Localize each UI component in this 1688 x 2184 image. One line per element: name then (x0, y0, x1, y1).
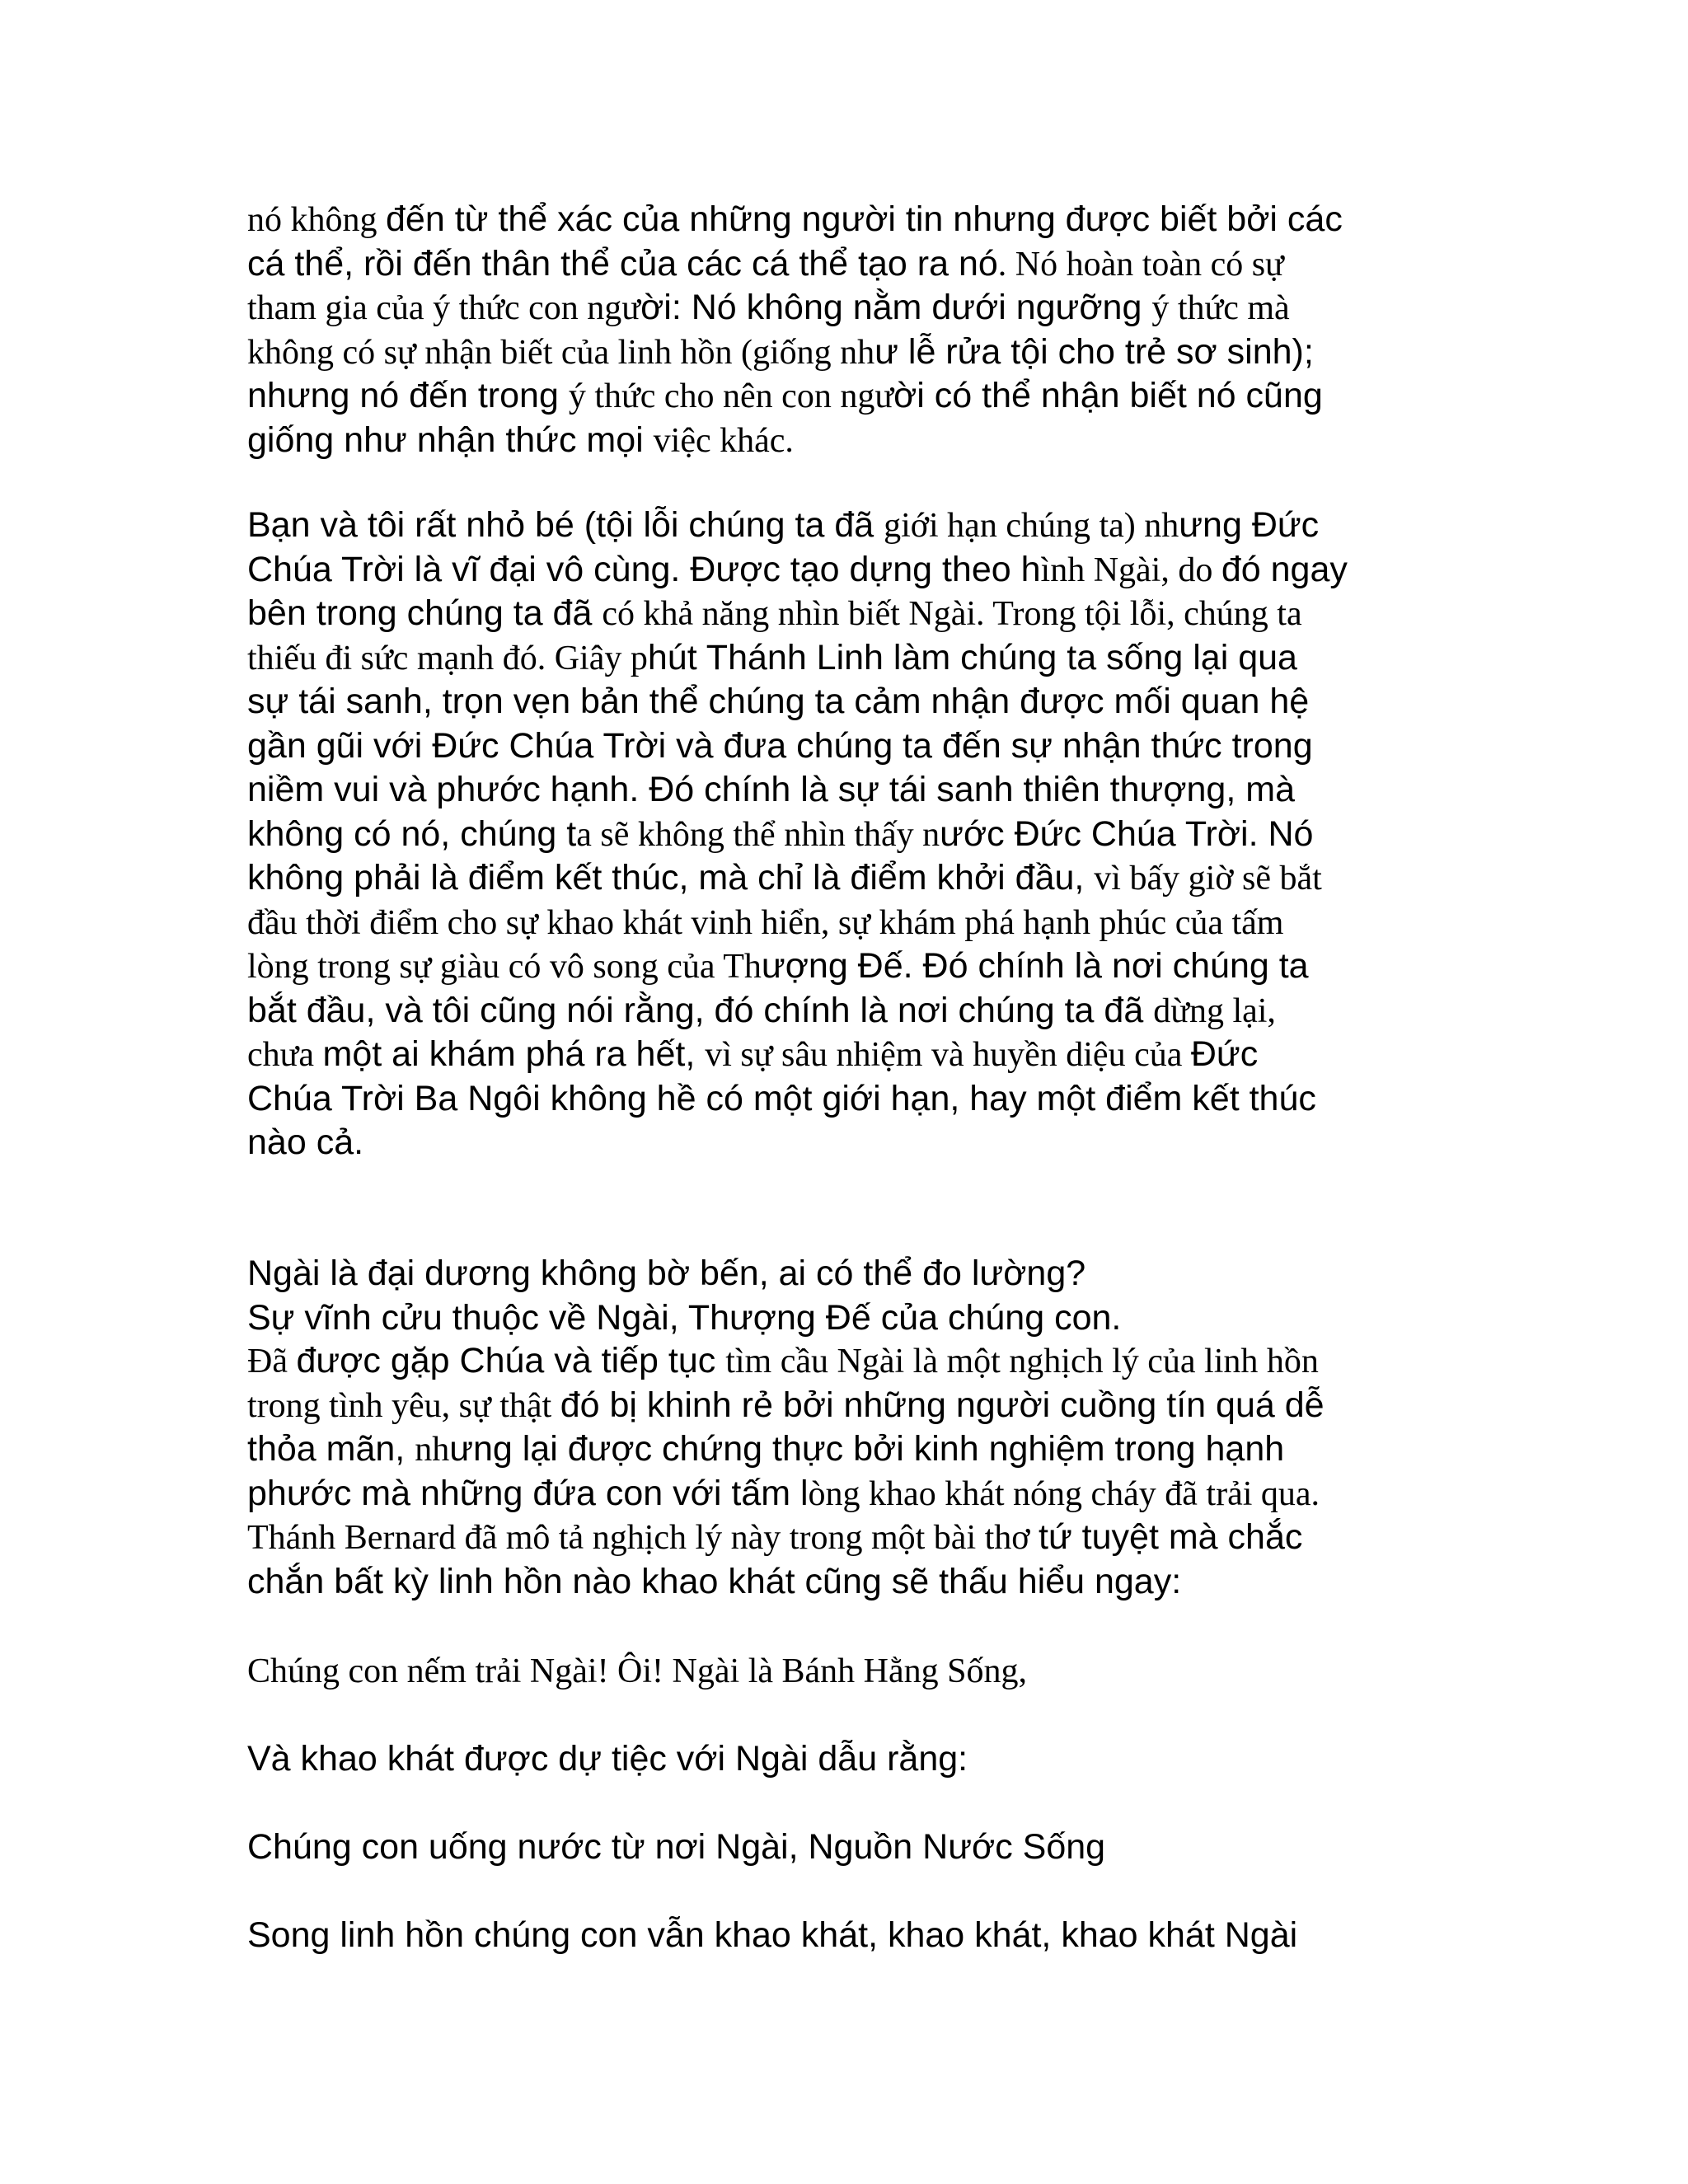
text-run: giới hạn chúng ta) nh (884, 507, 1179, 545)
text-line (247, 1516, 1442, 1560)
text-run: đó ngay (1221, 549, 1348, 589)
text-line (247, 548, 1442, 593)
text-run: ời có thể nhận biết nó cũng (893, 376, 1323, 415)
text-run: a sẽ không thể nhìn thấy n (576, 815, 940, 854)
text-run: niềm vui và phước hạnh. Đó chính là sự tái sanh thiên thượng, mà (247, 770, 1295, 809)
text-run: nó không (247, 201, 386, 239)
text-run: Chúng con uống nước từ nơi Ngài, Nguồn Nước Sống (247, 1827, 1106, 1867)
text-run: . Nó hoàn toàn có sự (997, 245, 1284, 284)
text-line (247, 1825, 1442, 1870)
paragraph-4 (247, 1339, 1442, 1604)
text-line (247, 856, 1442, 901)
text-run: việc khác. (653, 421, 794, 460)
text-run: Chúng con nếm trải Ngài! Ôi! Ngài là Bánh Hằng Sống, (247, 1652, 1027, 1690)
paragraph-3-verse (247, 1252, 1442, 1340)
text-line (247, 1033, 1442, 1077)
text-line (247, 813, 1442, 857)
text-run: ưng Đức (1179, 505, 1320, 545)
text-run: ý thức cho nên con ngư (568, 377, 894, 415)
text-run: Chúa Trời Ba Ngôi không hề có một giới hạn, hay một điểm kết thúc (247, 1078, 1316, 1118)
text-run: được gặp Chúa và tiếp tục (296, 1341, 726, 1380)
poem-line-3 (247, 1825, 1442, 1870)
text-line (247, 680, 1442, 724)
text-run: đó bị khinh rẻ bởi những người cuồng tín quá dễ (560, 1385, 1325, 1425)
text-line (247, 1472, 1442, 1516)
text-line (247, 592, 1442, 636)
text-run: giống như nhận thức mọi (247, 419, 654, 460)
text-run: Bạn và tôi rất nhỏ bé (tội lỗi chúng ta đã (247, 505, 884, 545)
text-run: chắn bất kỳ linh hồn nào khao khát cũng sẽ thấu hiểu ngay: (247, 1561, 1182, 1601)
text-line (247, 724, 1442, 769)
text-run: tham gia của ý thức con ngư (247, 289, 641, 327)
text-run: òng khao khát nóng cháy đã trải qua. (808, 1474, 1320, 1513)
text-run: ượng Đế. Đó chính là nơi chúng ta (761, 946, 1309, 986)
paragraph-2 (247, 504, 1442, 1165)
text-run: có khả năng nhìn biết Ngài. Trong tội lỗi, chúng ta (602, 595, 1302, 633)
text-line (247, 1296, 1442, 1341)
text-line (247, 198, 1442, 242)
text-run: trong tình yêu, sự thật (247, 1386, 560, 1425)
text-run: dừng lại, (1153, 991, 1276, 1030)
poem-line-1 (247, 1649, 1442, 1694)
text-run: Thánh Bernard đã mô tả nghịch lý này trong một bài thơ (247, 1519, 1039, 1557)
text-run: không có sự nhận biết của linh hồn (giống nh (247, 333, 875, 372)
text-run: tứ tuyệt mà chắc (1039, 1517, 1303, 1557)
text-run: Song linh hồn chúng con vẫn khao khát, khao khát, khao khát Ngài (247, 1915, 1298, 1955)
text-run: Đã (247, 1343, 297, 1380)
text-line (247, 286, 1442, 330)
text-run: một ai khám phá ra hết, (322, 1034, 706, 1074)
text-run: đến từ thể xác của những người tin nhưng được biết bởi các (386, 199, 1343, 239)
text-run: đầu thời điểm cho sự khao khát vinh hiển, sự khám phá hạnh phúc của tấm (247, 903, 1284, 942)
text-run: tìm cầu Ngài là một nghịch lý của linh hồn (725, 1343, 1319, 1380)
text-run: Ngài là đại dương không bờ bến, ai có thể đo lường? (247, 1254, 1086, 1293)
text-run: Đức (1190, 1034, 1259, 1074)
text-line (247, 1560, 1442, 1605)
text-run: vì bấy giờ sẽ bắt (1094, 860, 1322, 898)
text-run: ưng lại được chứng thực bởi kinh nghiệm trong hạnh (449, 1429, 1285, 1469)
text-run: chưa (247, 1036, 323, 1074)
text-run: thỏa mãn, (247, 1429, 415, 1469)
text-line (247, 1649, 1442, 1694)
text-line (247, 1077, 1442, 1122)
text-run: Sự vĩnh cửu thuộc về Ngài, Thượng Đế của chúng con. (247, 1297, 1122, 1338)
text-line (247, 1121, 1442, 1165)
text-line (247, 901, 1442, 945)
text-line (247, 1427, 1442, 1472)
text-run: Và khao khát được dự tiệc với Ngài dẫu rằng: (247, 1739, 968, 1779)
text-run: ời: Nó không nằm dưới ngưỡng (640, 288, 1152, 327)
text-line (247, 504, 1442, 548)
text-line (247, 636, 1442, 681)
text-line (247, 374, 1442, 419)
text-run: gần gũi với Đức Chúa Trời và đưa chúng ta đến sự nhận thức trong (247, 725, 1313, 766)
text-line (247, 1737, 1442, 1782)
text-line (247, 989, 1442, 1033)
text-line (247, 242, 1442, 287)
poem-line-2 (247, 1737, 1442, 1782)
text-line (247, 1384, 1442, 1428)
text-run: không có nó, chúng t (247, 813, 577, 854)
text-run: hút Thánh Linh làm chúng ta sống lại qua (647, 637, 1297, 677)
text-line (247, 1252, 1442, 1296)
text-line (247, 944, 1442, 989)
text-run: ư lễ rửa tội cho trẻ sơ sinh); (874, 331, 1314, 372)
text-run: Chúa Trời là vĩ đại vô cùng. Được tạo dựng theo h (247, 549, 1041, 589)
text-line (247, 330, 1442, 375)
text-line (247, 768, 1442, 813)
text-run: nh (415, 1431, 450, 1469)
paragraph-1 (247, 198, 1442, 462)
text-line (247, 1339, 1442, 1384)
text-run: phước mà những đứa con với tấm l (247, 1473, 809, 1513)
text-run: ý thức mà (1151, 289, 1290, 327)
text-run: không phải là điểm kết thúc, mà chỉ là điểm khởi đầu, (247, 858, 1095, 898)
text-run: cá thể, rồi đến thân thể của các cá thể tạo ra nó (247, 243, 998, 284)
text-line (247, 419, 1442, 463)
text-run: ước Đức Chúa Trời. Nó (940, 813, 1314, 854)
text-run: ình Ngài, do (1040, 551, 1221, 589)
text-run: vì sự sâu nhiệm và huyền diệu của (705, 1036, 1191, 1074)
text-run: nhưng nó đến trong (247, 376, 569, 415)
text-run: sự tái sanh, trọn vẹn bản thể chúng ta cảm nhận được mối quan hệ (247, 682, 1310, 721)
text-run: thiếu đi sức mạnh đó. Giây p (247, 639, 648, 677)
text-line (247, 1914, 1442, 1958)
text-run: lòng trong sự giàu có vô song của Th (247, 948, 762, 986)
text-run: nào cả. (247, 1122, 364, 1162)
poem-line-4 (247, 1914, 1442, 1958)
text-run: bắt đầu, và tôi cũng nói rằng, đó chính là nơi chúng ta đã (247, 990, 1154, 1030)
text-run: bên trong chúng ta đã (247, 593, 603, 633)
